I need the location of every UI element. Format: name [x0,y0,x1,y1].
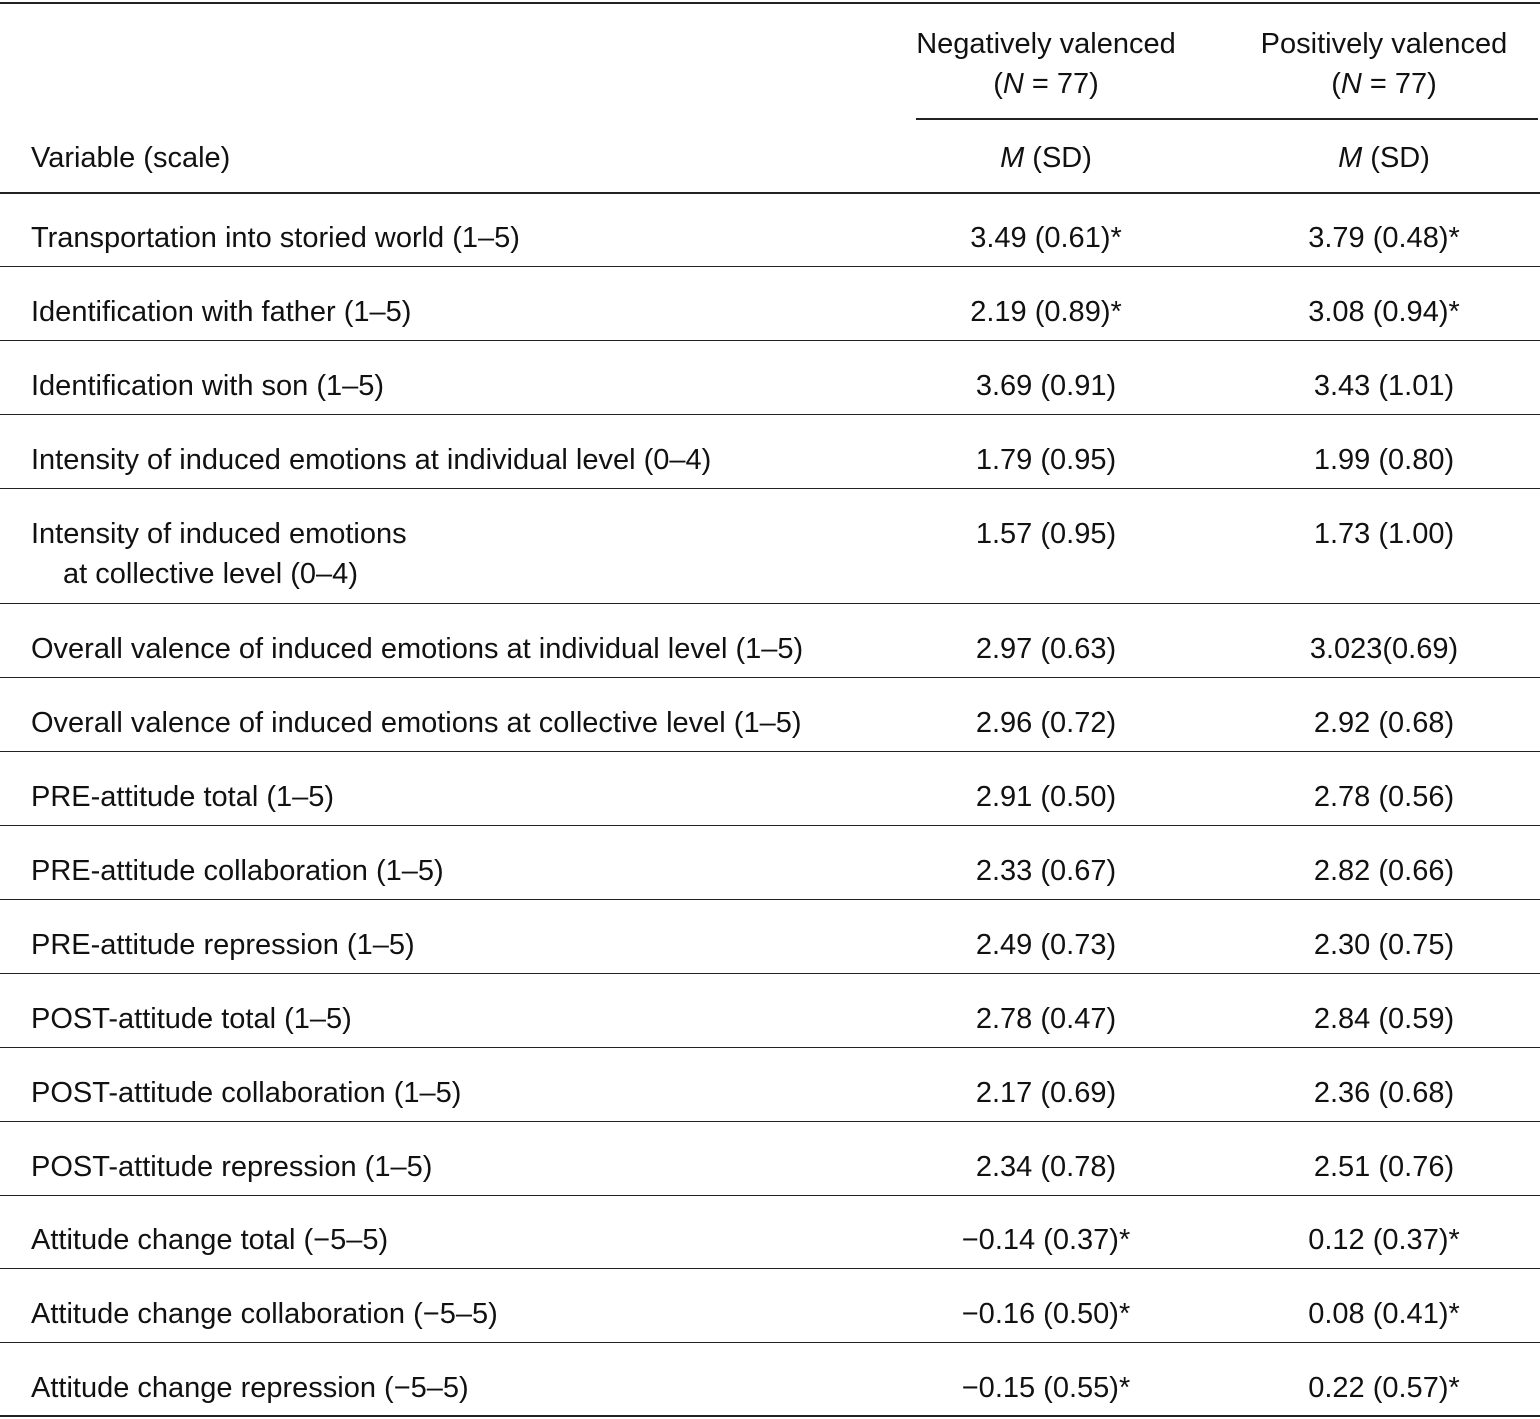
header-bottom-rule [0,192,1540,194]
row-label [31,218,520,258]
col-header-negative-n: (N = 77) [993,68,1099,100]
row-label-text: Overall valence of induced emotions at collective level (1–5) [31,707,802,739]
row-rule [0,603,1540,604]
stub-header: Variable (scale) [31,142,231,174]
row-label [31,1073,461,1113]
row-label [31,629,803,669]
row-label-text: POST-attitude repression (1–5) [31,1151,433,1183]
cell-positive: 1.73 (1.00) [1313,518,1455,550]
cell-positive: 3.79 (0.48)* [1308,222,1460,254]
row-label-text: Intensity of induced emotions [31,518,407,550]
row-label [31,366,384,406]
row-rule [0,825,1540,826]
cell-positive: 3.43 (1.01) [1313,370,1455,402]
cell-positive: 0.12 (0.37)* [1308,1224,1460,1256]
row-rule [0,751,1540,752]
cell-negative: 2.33 (0.67) [975,855,1117,887]
cell-negative: 3.69 (0.91) [975,370,1117,402]
group-header-rule [916,118,1538,120]
cell-positive: 2.84 (0.59) [1313,1003,1455,1035]
row-rule [0,899,1540,900]
row-label [31,777,334,817]
cell-positive: 2.30 (0.75) [1313,929,1455,961]
row-rule [0,1121,1540,1122]
row-label-text: Identification with father (1–5) [31,296,412,328]
cell-negative: 2.78 (0.47) [975,1003,1117,1035]
row-label-text: PRE-attitude collaboration (1–5) [31,855,444,887]
row-rule [0,1415,1540,1417]
row-label-text: Intensity of induced emotions at individual level (0–4) [31,444,712,476]
row-label-text: Attitude change collaboration (−5–5) [31,1298,498,1330]
row-label [31,1147,432,1187]
cell-negative: 2.19 (0.89)* [970,296,1122,328]
cell-positive: 2.36 (0.68) [1313,1077,1455,1109]
row-label-text: POST-attitude collaboration (1–5) [31,1077,462,1109]
row-rule [0,1342,1540,1343]
cell-negative: 1.57 (0.95) [975,518,1117,550]
col-header-negative: Negatively valenced [916,28,1176,60]
cell-positive: 0.22 (0.57)* [1308,1372,1460,1404]
cell-positive: 0.08 (0.41)* [1308,1298,1460,1330]
row-label-text: Identification with son (1–5) [31,370,385,402]
cell-positive: 1.99 (0.80) [1313,444,1455,476]
cell-negative: 3.49 (0.61)* [970,222,1122,254]
row-label [31,703,802,743]
cell-positive: 3.08 (0.94)* [1308,296,1460,328]
row-label-text: Overall valence of induced emotions at individual level (1–5) [31,633,804,665]
row-label-text: POST-attitude total (1–5) [31,1003,352,1035]
cell-positive: 2.78 (0.56) [1313,781,1455,813]
cell-negative: −0.16 (0.50)* [961,1298,1131,1330]
cell-negative: 2.96 (0.72) [975,707,1117,739]
cell-negative: 2.49 (0.73) [975,929,1117,961]
row-label [31,925,415,965]
row-label [31,1220,388,1260]
row-rule [0,340,1540,341]
stat-header-negative: M (SD) [1000,142,1092,174]
cell-negative: 2.34 (0.78) [975,1151,1117,1183]
row-rule [0,1268,1540,1269]
cell-negative: −0.14 (0.37)* [961,1224,1131,1256]
row-label [31,1294,498,1334]
row-label-continuation: at collective level (0–4) [63,558,358,590]
row-rule [0,973,1540,974]
col-header-positive-n: (N = 77) [1331,68,1437,100]
table-top-rule [0,2,1540,4]
row-rule [0,1047,1540,1048]
row-label-text: PRE-attitude total (1–5) [31,781,335,813]
cell-negative: 2.91 (0.50) [975,781,1117,813]
row-rule [0,677,1540,678]
cell-positive: 3.023(0.69) [1309,633,1459,665]
stat-header-positive: M (SD) [1338,142,1430,174]
cell-positive: 2.51 (0.76) [1313,1151,1455,1183]
row-label-text: Transportation into storied world (1–5) [31,222,520,254]
row-label-text: Attitude change total (−5–5) [31,1224,389,1256]
row-rule [0,1195,1540,1196]
row-label [31,440,711,480]
row-label [31,292,411,332]
row-label-text: PRE-attitude repression (1–5) [31,929,415,961]
cell-negative: 2.17 (0.69) [975,1077,1117,1109]
row-rule [0,414,1540,415]
row-label-text: Attitude change repression (−5–5) [31,1372,469,1404]
row-rule [0,488,1540,489]
cell-positive: 2.92 (0.68) [1313,707,1455,739]
cell-negative: 1.79 (0.95) [975,444,1117,476]
cell-negative: −0.15 (0.55)* [961,1372,1131,1404]
row-rule [0,266,1540,267]
row-label [31,851,444,891]
row-label [31,514,407,594]
col-header-positive: Positively valenced [1260,28,1508,60]
row-label [31,1368,469,1408]
cell-positive: 2.82 (0.66) [1313,855,1455,887]
cell-negative: 2.97 (0.63) [975,633,1117,665]
row-label [31,999,352,1039]
